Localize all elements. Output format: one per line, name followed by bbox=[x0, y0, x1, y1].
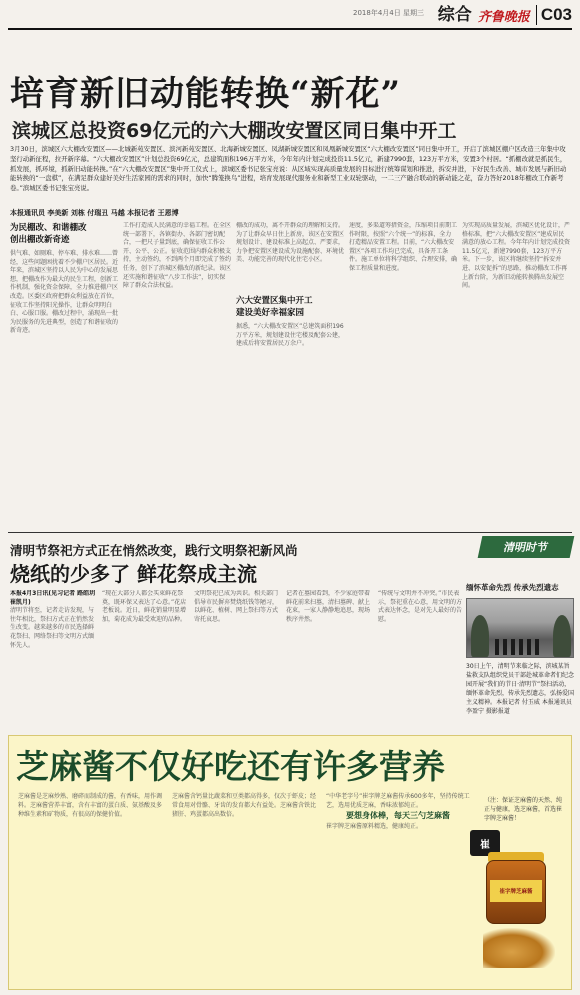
qingming-byline: 本报4月3日讯(见习记者 路皓玥 崔凯月) bbox=[10, 590, 96, 606]
main-subhead: 滨城区总投资69亿元的六大棚改安置区同日集中开工 bbox=[12, 120, 457, 142]
article-column bbox=[378, 590, 465, 730]
article-column bbox=[10, 590, 97, 730]
issue-date: 2018年4月4日 星期三 bbox=[353, 9, 424, 17]
section-divider bbox=[8, 532, 572, 533]
column-text: 工作打造成人民满意的幸福工程。在全区统一部署下，各镇街办、各部门密切配合，一把尺子量到底，确保征收工作公开、公平、公正。征收范围内群众积极支持，主动签约，不到两个月即完成了签约任务，创下了滨城区棚改的新纪录。该区还实施和谐征收“八步工作法”，切实保障了群众合法权益。 bbox=[123, 222, 231, 290]
column-text: 为实现高质量发展，滨城区优化设计，严格标准，把“六大棚改安置区”建成居民满意的放心工程。今年年内计划完成投资11.5亿元，新建7990套，123万平方米。下一步，该区将继续坚持“拆安并进、以安促拆”的思路，推动棚改工作再上新台阶，为新旧动能转换腾出发展空间。 bbox=[462, 222, 570, 290]
column-text: 据悉，“六大棚改安置区”总建筑面积196万平方米，规划建设住宅楼及配套公建，建成后将安置居民万余户。 bbox=[236, 322, 344, 348]
ad-column bbox=[326, 792, 470, 984]
person-figure bbox=[519, 639, 523, 655]
section-name: 综合 bbox=[437, 5, 472, 25]
column-text: 速度，多渠道筹措资金，压缩项目前期工作时限，按照“六个统一”的标准，全力打造精品安置工程。目前，“六大棚改安置区”各项工作均已完成，具备开工条件。施工单位将科学组织、合理安排，确保工程质量和进度。 bbox=[349, 222, 457, 272]
qingming-kicker: 清明节祭祀方式正在悄然改变，践行文明祭祀新风尚 bbox=[10, 543, 298, 558]
article-column bbox=[10, 222, 118, 527]
column-text: 棚改的成功，离不开群众的理解和支持。为了让群众早日住上新房，该区在安置区规划设计、建设标准上高起点、严要求，力争把安置区建设成为设施配套、环境优美、功能完善的现代化住宅小区。 bbox=[236, 222, 344, 264]
main-byline: 本报通讯员 李美新 刘栋 付瑞丑 马越 本报记者 王恩博 bbox=[10, 209, 179, 217]
qingming-banner: 清明时节 bbox=[478, 536, 575, 558]
jar-label: 崔字牌芝麻酱 bbox=[490, 880, 542, 902]
article-column bbox=[349, 222, 457, 527]
person-figure bbox=[535, 639, 539, 655]
column-text: 芝麻酱含钙量比蔬菜和豆类都高得多，仅次于虾皮；经常食用对骨骼、牙齿的发育都大有益处。芝麻酱含铁比猪肝、鸡蛋都高出数倍。 bbox=[172, 793, 316, 818]
column-text: 文明祭祀已成为共识。相关部门倡导市民摒弃焚烧纸钱等陋习，以鲜花、植树、网上祭扫等方式寄托哀思。 bbox=[194, 590, 279, 623]
person-figure bbox=[495, 639, 499, 655]
masthead bbox=[8, 4, 572, 30]
ad-column bbox=[172, 792, 316, 984]
person-figure bbox=[527, 639, 531, 655]
photo-caption: 30日上午，清明节来临之际，滨城某旨盐救支队组织党员干部赴城革命者们纪念园开展“我们的节日·清明节”祭扫活动，缅怀革命先烈，传承先烈遗志，弘扬爱国主义精神。本报记者 付玉威 本报通讯员 李盈宁 摄影报道 bbox=[466, 663, 575, 715]
person-figure bbox=[511, 639, 515, 655]
tree-shape bbox=[471, 615, 489, 657]
column-text: 清明节将至，记者走访发现，与往年相比，祭扫方式正在悄然发生改变。越来越多的市民选择鲜花祭扫、网络祭扫等文明方式缅怀先人。 bbox=[10, 607, 95, 649]
article-column bbox=[194, 590, 281, 730]
main-headline: 培育新旧动能转换“新花” bbox=[10, 74, 402, 114]
newspaper-logo: 齐鲁晚报 bbox=[477, 10, 530, 25]
page-number: C03 bbox=[536, 5, 572, 25]
column-text: 供气难、如厕难、停车难、排水难……曾经，这些问题困扰着不少棚户区居民。近年来，滨城区坚持以人民为中心的发展思想，把棚改作为最大的民生工程，创新工作机制，强化资金保障，全力推进棚户区改造。区委区政府把群众利益放在首位，征收工作坚持阳光操作，让群众明明白白、心服口服。棚改过程中，涌现出一批为民服务的先进典型，创造了和谐征收的新奇迹。 bbox=[10, 250, 118, 335]
ad-columns bbox=[18, 792, 470, 984]
column-subheading: 为民棚改、和谐棚改 创出棚改新奇迹 bbox=[10, 223, 87, 245]
qingming-headline: 烧纸的少多了 鲜花祭成主流 bbox=[10, 562, 257, 586]
column-text: 崔字牌芝麻酱原料精选，健康纯正。 bbox=[326, 823, 423, 830]
column-text: 芝麻酱是芝麻炒熟、磨碎而制成的酱，有香味，用作调料。芝麻酱营养丰富，含有丰富的蛋白质、氨基酸及多种维生素和矿物质，有很高的保健价值。 bbox=[18, 793, 162, 818]
tree-shape bbox=[553, 615, 571, 657]
ad-subheading: 要想身体棒，每天三勺芝麻酱 bbox=[346, 811, 450, 820]
column-text: “传统与文明并不冲突。”市民表示，祭祀重在心意，用文明的方式表达怀念，是对先人最好的告慰。 bbox=[378, 590, 463, 623]
column-text: “中华老字号”崔字牌芝麻酱传承600多年，坚持传统工艺，选用优质芝麻，香味浓郁纯正。 bbox=[326, 793, 470, 809]
article-column bbox=[102, 590, 189, 730]
brand-logo: 崔 bbox=[470, 830, 500, 856]
article-column bbox=[286, 590, 373, 730]
ad-headline: 芝麻酱不仅好吃还有许多营养 bbox=[16, 747, 445, 786]
main-article-columns bbox=[10, 222, 570, 527]
qingming-article-columns bbox=[10, 590, 465, 730]
ad-tagline: （注：保证芝麻酱的天然、纯正与健康，选芝麻酱，首选崔字牌芝麻酱！ bbox=[484, 797, 563, 822]
photo-title: 缅怀革命先烈 传承先烈遗志 bbox=[466, 583, 559, 592]
column-subheading: 六大安置区集中开工 建设美好幸福家园 bbox=[236, 295, 313, 318]
article-column bbox=[462, 222, 570, 527]
sesame-paste-spoon bbox=[483, 928, 555, 968]
ad-column bbox=[18, 792, 162, 984]
article-column bbox=[123, 222, 231, 527]
lead-paragraph: 3月30日，滨城区六大棚改安置区——北城新苑安置区、滨河新苑安置区、北海新城安置区、凤湖新城安置区和凤凰新城安置区“六大棚改安置区”同日集中开工，开启了滨城区棚户区改造三年集中攻坚行动新征程，拉开新序幕。“六大棚改安置区”计划总投资69亿元，总建筑面积196万平方米，今年年内计划完成投资11.5亿元，新建7990套，123万平方米，安置3个村居。“抓棚改就是抓民生，抓发展，抓环境，抓新旧动能转换。”在“六大棚改安置区”集中开工仪式上，滨城区委书记张宝亮说：从区域实现高质量发展的目标进行统筹谋划和推进，拆安并进，下好民生改善、城市发展与新旧动能转换的“一盘棋”，在满足群众建好美好生活家园的需求的同时，加快“腾笼换鸟”进程，培育发展现代服务业和新型工业双轮驱动，一二三产融合联动的新动能之花，奋力答好2018年棚改工作新考卷。”滨城区委书记张宝亮说。 bbox=[10, 145, 567, 193]
column-text: 记者在墓园看到，不少家庭带着鲜花前来扫墓，清扫墓碑、献上花束，一家人静静地追思，现场秩序井然。 bbox=[286, 590, 371, 623]
column-text: “现在大部分人都会买束鲜花祭奠，既环保又表达了心意。”花店老板说。近日，鲜花销量明显增加，菊花成为最受欢迎的品种。 bbox=[102, 590, 187, 623]
memorial-photo bbox=[466, 598, 574, 658]
article-column bbox=[236, 222, 344, 527]
person-figure bbox=[503, 639, 507, 655]
